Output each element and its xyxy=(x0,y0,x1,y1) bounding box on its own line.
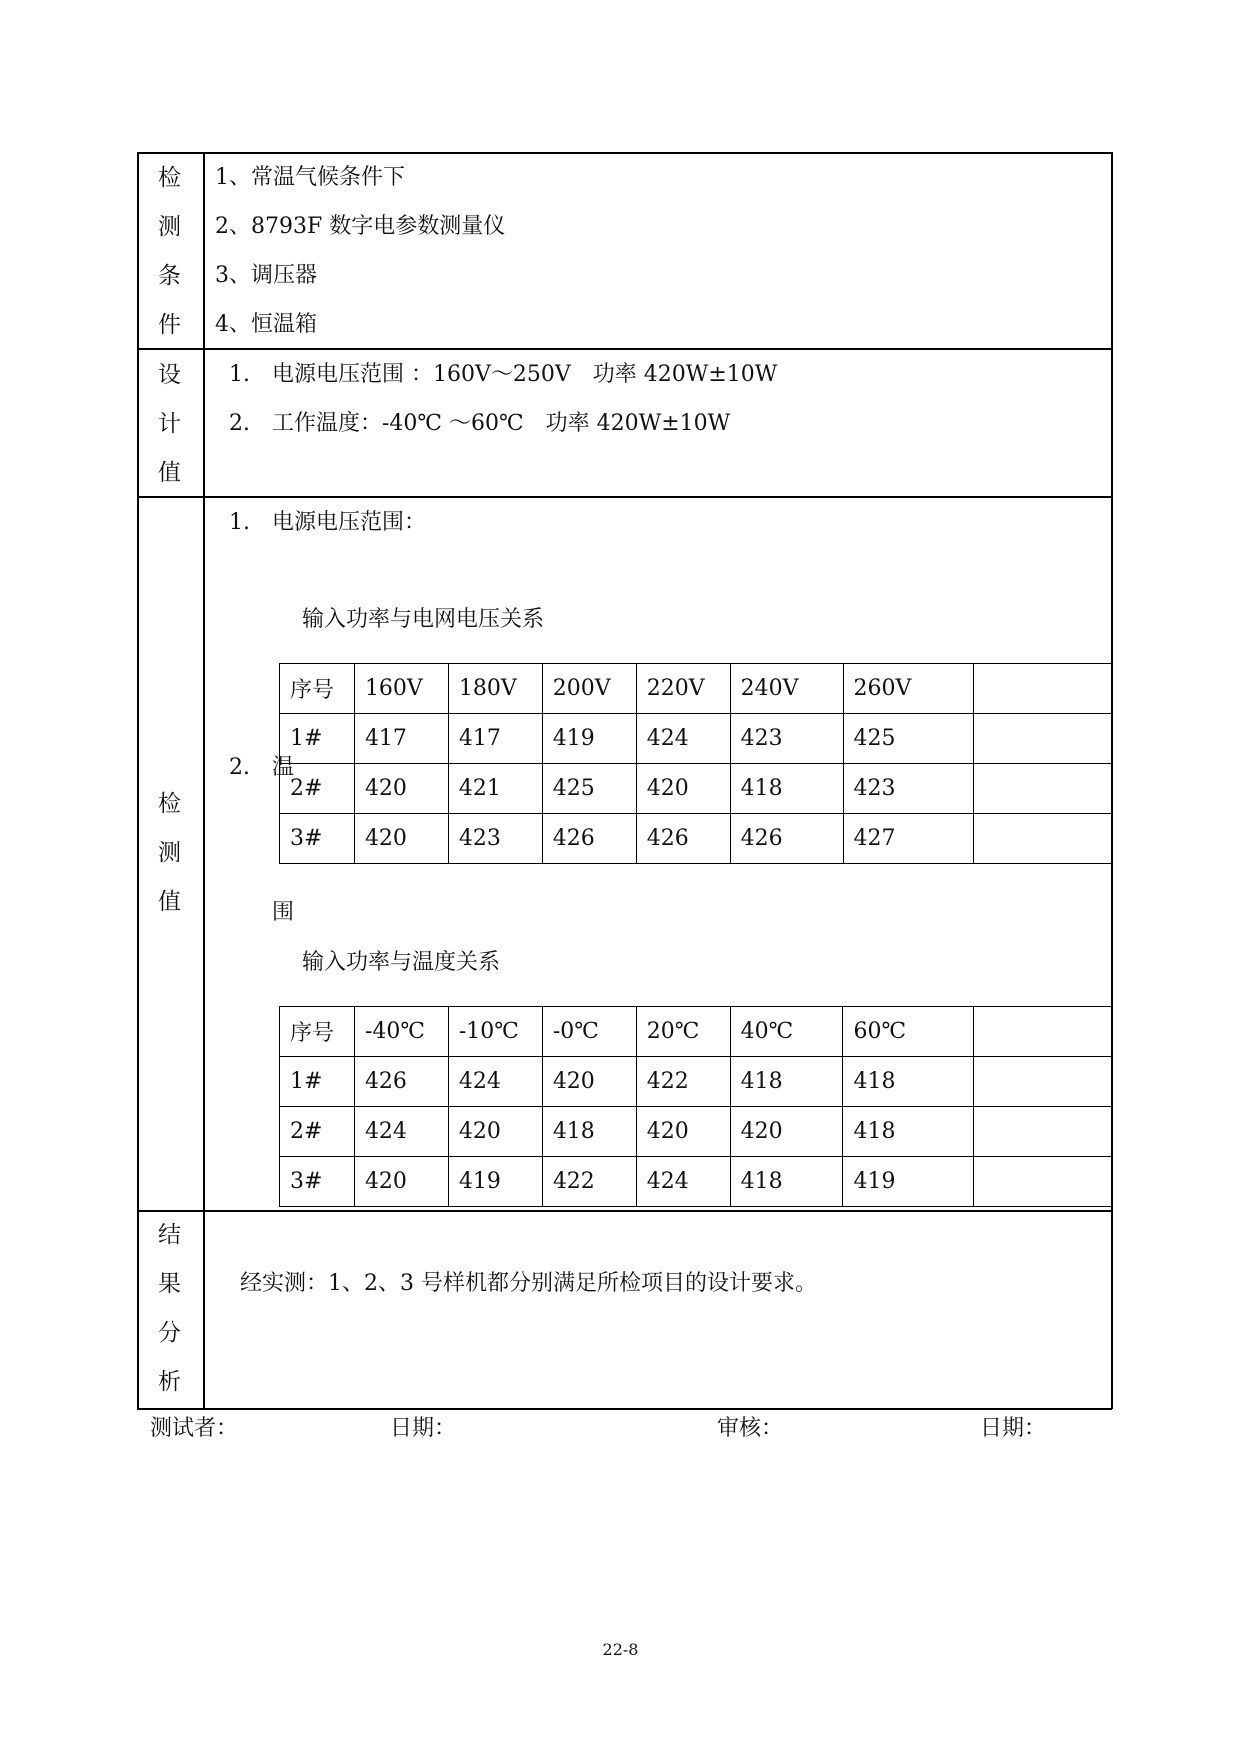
result-label-char: 结 xyxy=(158,1222,181,1248)
voltage-power-table xyxy=(279,663,1112,864)
table-row xyxy=(280,714,1112,764)
table-cell: 418 xyxy=(730,1157,843,1207)
table-cell: 2# xyxy=(280,764,355,814)
table-header-row xyxy=(280,664,1112,714)
table-cell: 420 xyxy=(636,764,730,814)
design-item-number: 1. xyxy=(229,362,250,387)
table-cell xyxy=(974,1107,1112,1157)
measured-item-text: 电源电压范围： xyxy=(272,510,427,535)
table-cell: 423 xyxy=(843,764,974,814)
result-text: 经实测：1、2、3 号样机都分别满足所检项目的设计要求。 xyxy=(240,1271,817,1296)
table-header-cell: -0℃ xyxy=(542,1007,636,1057)
measured-label-char: 检 xyxy=(158,791,181,817)
measured-item-number: 1. xyxy=(229,510,250,535)
table-cell: 424 xyxy=(636,1157,730,1207)
table-cell xyxy=(974,1057,1112,1107)
table-cell: 419 xyxy=(542,714,636,764)
frame-top xyxy=(137,152,1112,154)
table-cell: 3# xyxy=(280,1157,355,1207)
design-item-number: 2. xyxy=(229,411,250,436)
table-cell: 426 xyxy=(354,1057,448,1107)
table-header-cell: 160V xyxy=(354,664,448,714)
condition-item: 3、调压器 xyxy=(215,263,317,288)
table-cell: 425 xyxy=(843,714,974,764)
table-cell xyxy=(974,814,1112,864)
label-column-divider xyxy=(203,152,205,1409)
table-cell: 417 xyxy=(448,714,542,764)
table-cell: 418 xyxy=(843,1107,974,1157)
table-cell: 418 xyxy=(843,1057,974,1107)
measured-item-text: 围 xyxy=(272,900,295,925)
result-label-char: 果 xyxy=(158,1271,181,1297)
table-cell: 419 xyxy=(448,1157,542,1207)
conditions-label-char: 件 xyxy=(158,312,181,338)
table-cell: 418 xyxy=(542,1107,636,1157)
table-header-cell: 200V xyxy=(542,664,636,714)
table-cell: 426 xyxy=(730,814,843,864)
measured-item-text: 温 xyxy=(272,755,295,780)
table-cell: 420 xyxy=(354,764,448,814)
measured-label-char: 值 xyxy=(158,889,181,915)
result-label-char: 析 xyxy=(158,1369,181,1395)
condition-item: 2、8793F 数字电参数测量仪 xyxy=(215,214,506,239)
table-cell: 420 xyxy=(730,1107,843,1157)
measured-label-char: 测 xyxy=(158,840,181,866)
table-header-cell xyxy=(974,1007,1112,1057)
table-cell: 1# xyxy=(280,714,355,764)
table-cell: 419 xyxy=(843,1157,974,1207)
table-header-cell: 40℃ xyxy=(730,1007,843,1057)
table-header-cell: 60℃ xyxy=(843,1007,974,1057)
table-header-row xyxy=(280,1007,1112,1057)
table-row xyxy=(280,764,1112,814)
table-caption: 输入功率与电网电压关系 xyxy=(302,607,545,632)
table-cell: 422 xyxy=(636,1057,730,1107)
table-header-cell: -40℃ xyxy=(354,1007,448,1057)
table-cell: 424 xyxy=(636,714,730,764)
measured-item-number: 2. xyxy=(229,755,250,780)
table-cell xyxy=(974,714,1112,764)
table-cell: 420 xyxy=(354,814,448,864)
design-item-text: 工作温度：-40℃ ～60℃ 功率 420W±10W xyxy=(272,411,731,436)
conditions-label-char: 条 xyxy=(158,263,181,289)
table-cell: 420 xyxy=(354,1157,448,1207)
table-cell: 424 xyxy=(448,1057,542,1107)
design-item-text: 电源电压范围 ：160V～250V 功率 420W±10W xyxy=(272,362,778,387)
table-header-cell: 240V xyxy=(730,664,843,714)
table-cell: 426 xyxy=(636,814,730,864)
table-cell: 423 xyxy=(730,714,843,764)
table-cell: 3# xyxy=(280,814,355,864)
tester-label: 测试者： xyxy=(150,1416,239,1441)
row-divider-conditions xyxy=(137,348,1112,350)
table-row xyxy=(280,1107,1112,1157)
frame-bottom xyxy=(137,1408,1112,1410)
table-cell: 421 xyxy=(448,764,542,814)
result-label-char: 分 xyxy=(158,1320,181,1346)
design-label-char: 值 xyxy=(158,460,181,486)
table-cell: 425 xyxy=(542,764,636,814)
table-cell: 2# xyxy=(280,1107,355,1157)
table-cell: 418 xyxy=(730,764,843,814)
table-cell: 418 xyxy=(730,1057,843,1107)
table-header-cell: 260V xyxy=(843,664,974,714)
table-cell: 426 xyxy=(542,814,636,864)
date-label: 日期： xyxy=(390,1416,457,1441)
row-divider-measured xyxy=(137,1210,1112,1212)
table-header-cell xyxy=(974,664,1112,714)
table-cell xyxy=(974,764,1112,814)
table-cell xyxy=(974,1157,1112,1207)
table-header-cell: 序号 xyxy=(280,1007,355,1057)
date-label: 日期： xyxy=(980,1416,1047,1441)
table-cell: 424 xyxy=(354,1107,448,1157)
table-cell: 420 xyxy=(542,1057,636,1107)
conditions-label-char: 检 xyxy=(158,165,181,191)
table-header-cell: 220V xyxy=(636,664,730,714)
table-row xyxy=(280,1057,1112,1107)
table-cell: 1# xyxy=(280,1057,355,1107)
table-caption: 输入功率与温度关系 xyxy=(302,950,501,975)
condition-item: 1、常温气候条件下 xyxy=(215,165,405,190)
table-header-cell: 序号 xyxy=(280,664,355,714)
table-header-cell: -10℃ xyxy=(448,1007,542,1057)
page-number: 22-8 xyxy=(602,1640,639,1659)
conditions-label-char: 测 xyxy=(158,214,181,240)
temperature-power-table xyxy=(279,1006,1112,1207)
condition-item: 4、恒温箱 xyxy=(215,312,317,337)
table-cell: 423 xyxy=(448,814,542,864)
table-row xyxy=(280,1157,1112,1207)
table-cell: 417 xyxy=(354,714,448,764)
table-header-cell: 180V xyxy=(448,664,542,714)
table-cell: 420 xyxy=(636,1107,730,1157)
row-divider-design xyxy=(137,496,1112,498)
table-cell: 427 xyxy=(843,814,974,864)
table-row xyxy=(280,814,1112,864)
design-label-char: 设 xyxy=(158,362,181,388)
frame-left xyxy=(137,152,139,1409)
table-cell: 422 xyxy=(542,1157,636,1207)
table-cell: 420 xyxy=(448,1107,542,1157)
reviewer-label: 审核： xyxy=(717,1416,784,1441)
table-header-cell: 20℃ xyxy=(636,1007,730,1057)
design-label-char: 计 xyxy=(158,411,181,437)
